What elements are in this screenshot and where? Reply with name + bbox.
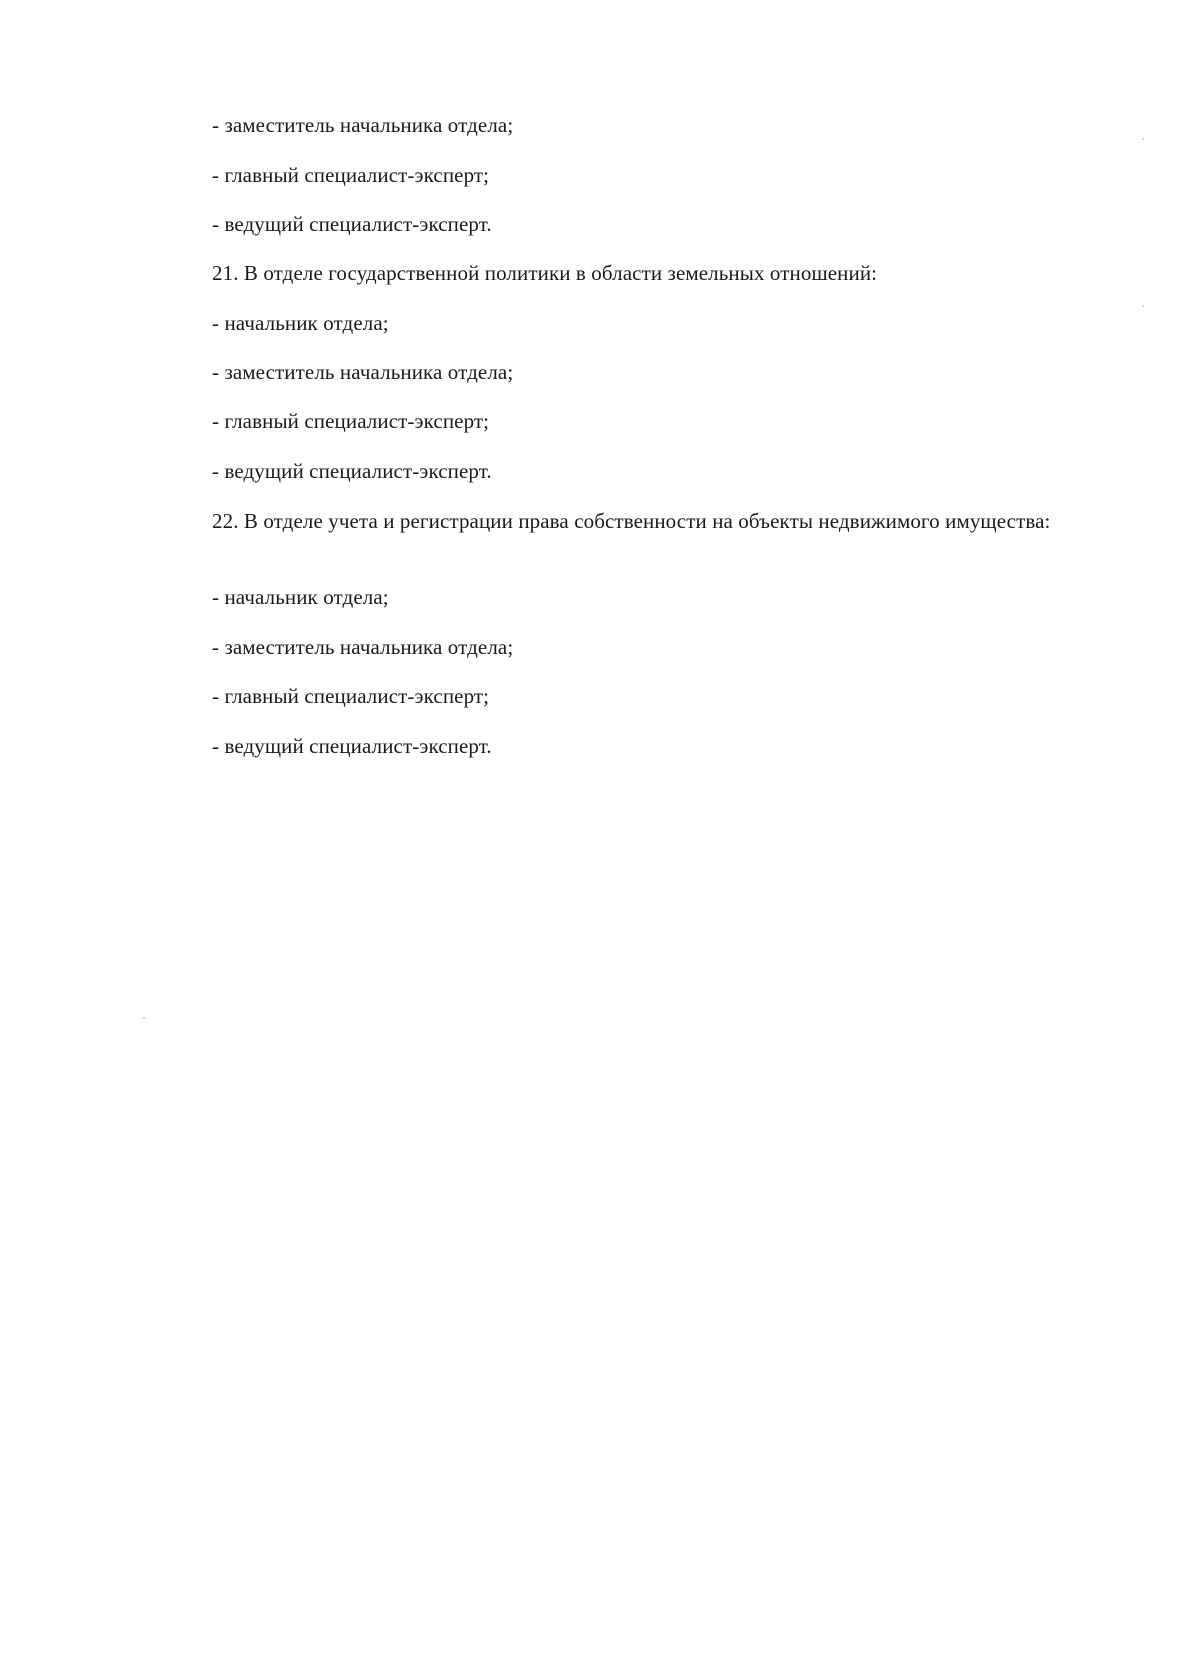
list-item: - ведущий специалист-эксперт. (212, 212, 492, 236)
list-item: - ведущий специалист-эксперт. (212, 459, 492, 483)
list-item: - ведущий специалист-эксперт. (212, 734, 492, 758)
scan-speck (1142, 138, 1144, 140)
list-item: - заместитель начальника отдела; (212, 360, 514, 384)
scan-speck (143, 1017, 145, 1019)
list-item: - главный специалист-эксперт; (212, 163, 490, 187)
section-22-heading: 22. В отделе учета и регистрации права собственности на объекты недвижимого имущества: (212, 509, 1051, 533)
list-item: - главный специалист-эксперт; (212, 409, 490, 433)
list-item: - главный специалист-эксперт; (212, 684, 490, 708)
list-item: - заместитель начальника отдела; (212, 113, 514, 137)
list-item: - заместитель начальника отдела; (212, 635, 514, 659)
scan-speck (1142, 305, 1144, 307)
list-item: - начальник отдела; (212, 311, 389, 335)
section-21-heading: 21. В отделе государственной политики в области земельных отношений: (212, 261, 878, 285)
list-item: - начальник отдела; (212, 585, 389, 609)
